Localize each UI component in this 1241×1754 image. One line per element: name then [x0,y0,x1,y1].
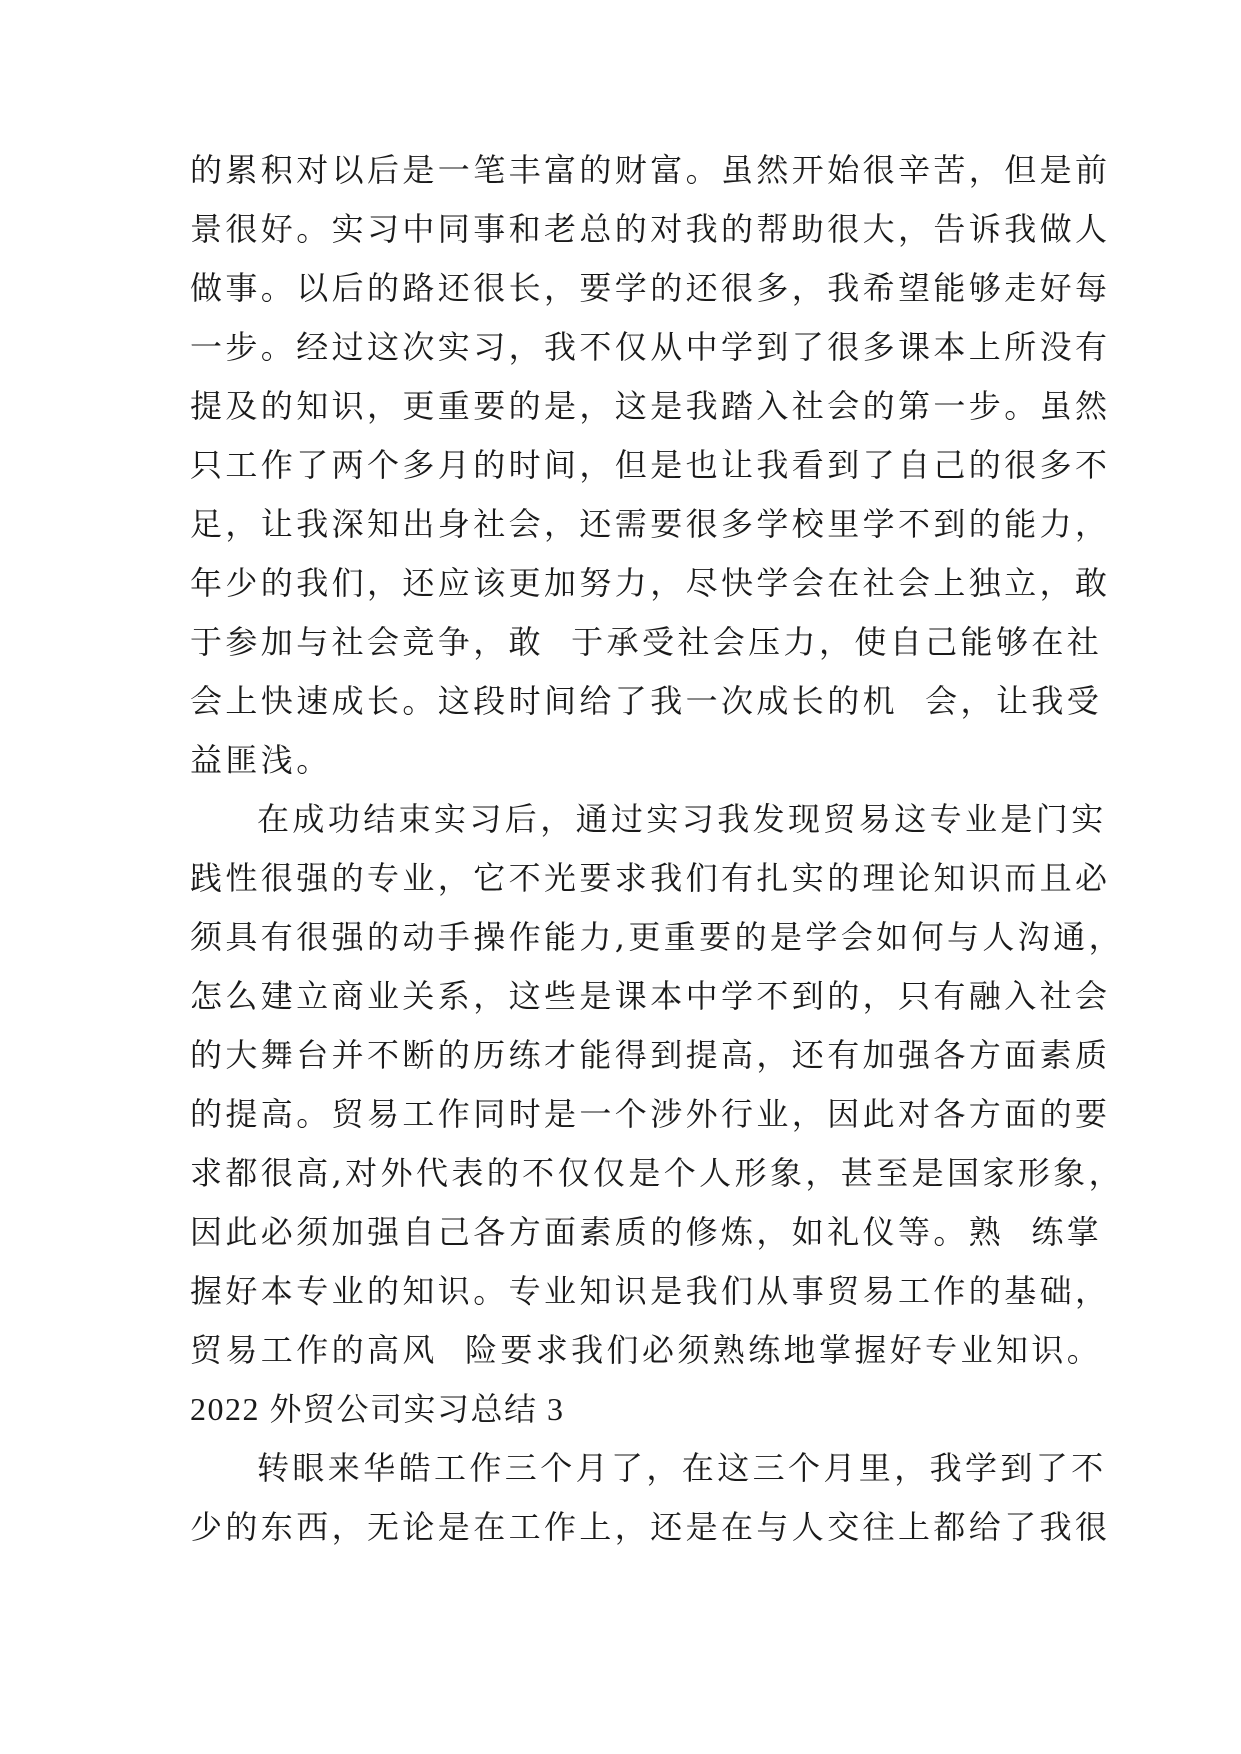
paragraph-line: 握好本专业的知识。专业知识是我们从事贸易工作的基础， [190,1272,1111,1310]
paragraph-line: 做事。以后的路还很长，要学的还很多，我希望能够走好每 [190,269,1111,307]
paragraph-line: 一步。经过这次实习，我不仅从中学到了很多课本上所没有 [190,328,1111,366]
paragraph-line: 益匪浅。 [190,741,332,779]
paragraph-line: 少的东西，无论是在工作上，还是在与人交往上都给了我很 [190,1508,1111,1546]
paragraph-line: 足，让我深知出身社会，还需要很多学校里学不到的能力， [190,505,1111,543]
paragraph-line: 景很好。实习中同事和老总的对我的帮助很大，告诉我做人 [190,210,1111,248]
paragraph-line: 年少的我们，还应该更加努力，尽快学会在社会上独立，敢 [190,564,1111,602]
paragraph-line: 的大舞台并不断的历练才能得到提高，还有加强各方面素质 [190,1036,1111,1074]
section-heading: 2022 外贸公司实习总结 3 [190,1391,565,1427]
paragraph-line: 贸易工作的高风 险要求我们必须熟练地掌握好专业知识。 [190,1331,1103,1369]
paragraph-line: 须具有很强的动手操作能力,更重要的是学会如何与人沟通， [190,918,1124,956]
paragraph-line: 提及的知识，更重要的是，这是我踏入社会的第一步。虽然 [190,387,1111,425]
paragraph-line: 求都很高,对外代表的不仅仅是个人形象，甚至是国家形象， [190,1154,1124,1192]
paragraph-line: 只工作了两个多月的时间，但是也让我看到了自己的很多不 [190,446,1111,484]
paragraph-line: 怎么建立商业关系，这些是课本中学不到的，只有融入社会 [190,977,1111,1015]
paragraph-first-line: 转眼来华皓工作三个月了，在这三个月里，我学到了不 [257,1449,1107,1487]
paragraph-line: 于参加与社会竞争，敢 于承受社会压力，使自己能够在社 [190,623,1103,661]
paragraph-line: 的累积对以后是一笔丰富的财富。虽然开始很辛苦，但是前 [190,151,1111,189]
paragraph-first-line: 在成功结束实习后，通过实习我发现贸易这专业是门实 [257,800,1107,838]
paragraph-line: 的提高。贸易工作同时是一个涉外行业，因此对各方面的要 [190,1095,1111,1133]
paragraph-line: 因此必须加强自己各方面素质的修炼，如礼仪等。熟 练掌 [190,1213,1103,1251]
paragraph-line: 会上快速成长。这段时间给了我一次成长的机 会，让我受 [190,682,1103,720]
paragraph-line: 践性很强的专业，它不光要求我们有扎实的理论知识而且必 [190,859,1111,897]
